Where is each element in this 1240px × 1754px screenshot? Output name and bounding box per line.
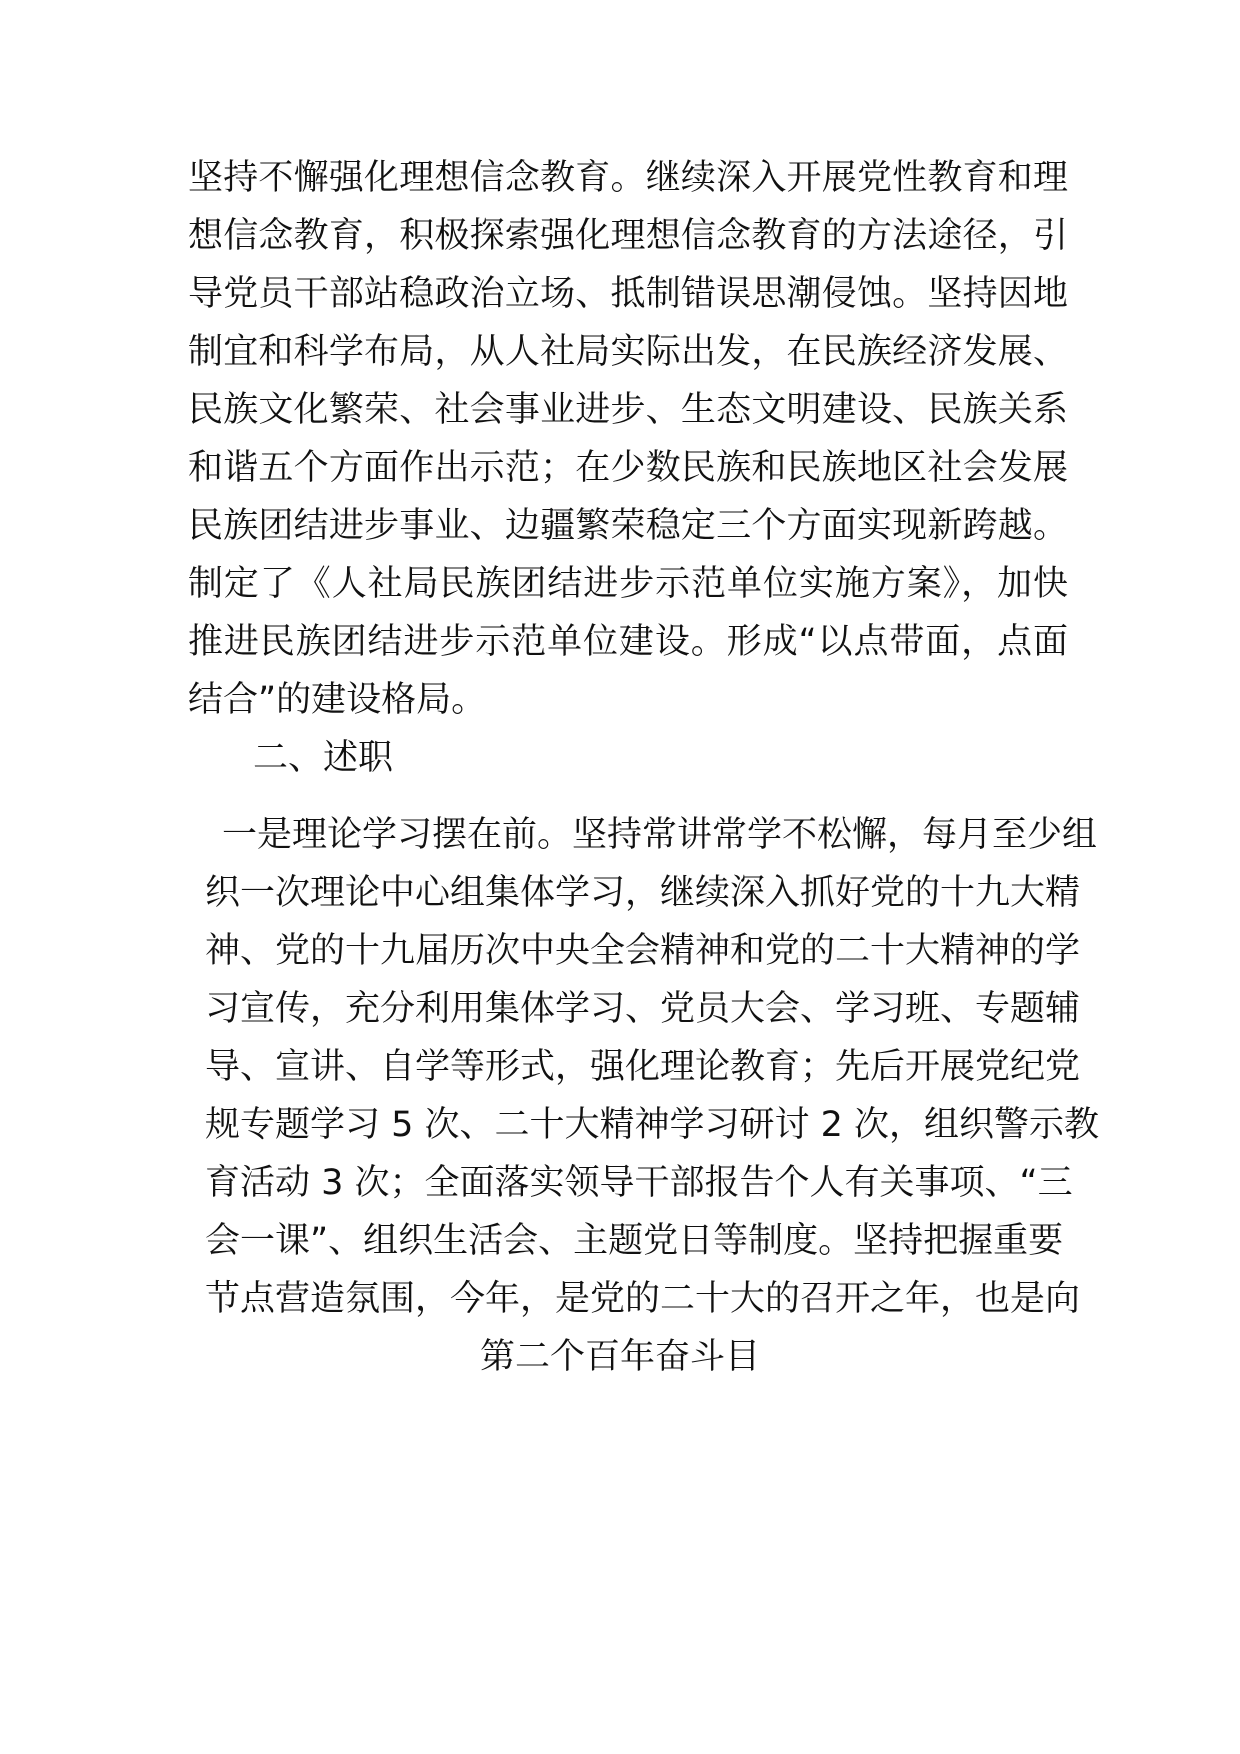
paragraph1-line-5: 民族文化繁荣、社会事业进步、生态文明建设、民族关系: [188, 390, 1068, 430]
paragraph1-line-9: 推进民族团结进步示范单位建设。形成“以点带面，点面: [188, 622, 1068, 662]
paragraph2-line-4: 习宣传，充分利用集体学习、党员大会、学习班、专题辅: [205, 989, 1081, 1029]
paragraph1-line-2: 想信念教育，积极探索强化理想信念教育的方法途径，引: [188, 216, 1068, 256]
paragraph2-line-2: 织一次理论中心组集体学习，继续深入抓好党的十九大精: [205, 873, 1081, 913]
paragraph1-line-4: 制宜和科学布局，从人社局实际出发，在民族经济发展、: [188, 332, 1068, 372]
paragraph1-line-7: 民族团结进步事业、边疆繁荣稳定三个方面实现新跨越。: [188, 506, 1068, 546]
trailing-line: 第二个百年奋斗目: [479, 1337, 760, 1377]
paragraph2-line-7: 育活动 3 次；全面落实领导干部报告个人有关事项、“三: [205, 1163, 1073, 1203]
paragraph2-line-1: 一是理论学习摆在前。坚持常讲常学不松懈，每月至少组: [222, 815, 1098, 855]
paragraph1-line-6: 和谐五个方面作出示范；在少数民族和民族地区社会发展: [188, 448, 1068, 488]
paragraph2-line-9: 节点营造氛围，今年，是党的二十大的召开之年，也是向: [205, 1279, 1081, 1319]
paragraph2-line-6: 规专题学习 5 次、二十大精神学习研讨 2 次，组织警示教: [205, 1105, 1100, 1145]
paragraph1-line-1: 坚持不懈强化理想信念教育。继续深入开展党性教育和理: [188, 158, 1068, 198]
paragraph1-line-3: 导党员干部站稳政治立场、抵制错误思潮侵蚀。坚持因地: [188, 274, 1068, 314]
paragraph2-line-8: 会一课”、组织生活会、主题党日等制度。坚持把握重要: [205, 1221, 1064, 1261]
paragraph2-line-3: 神、党的十九届历次中央全会精神和党的二十大精神的学: [205, 931, 1081, 971]
paragraph1-line-8: 制定了《人社局民族团结进步示范单位实施方案》，加快: [188, 564, 1068, 604]
paragraph1-line-10: 结合”的建设格局。: [188, 680, 487, 720]
section-heading: 二、述职: [253, 738, 394, 778]
paragraph2-line-5: 导、宣讲、自学等形式，强化理论教育；先后开展党纪党: [205, 1047, 1081, 1087]
